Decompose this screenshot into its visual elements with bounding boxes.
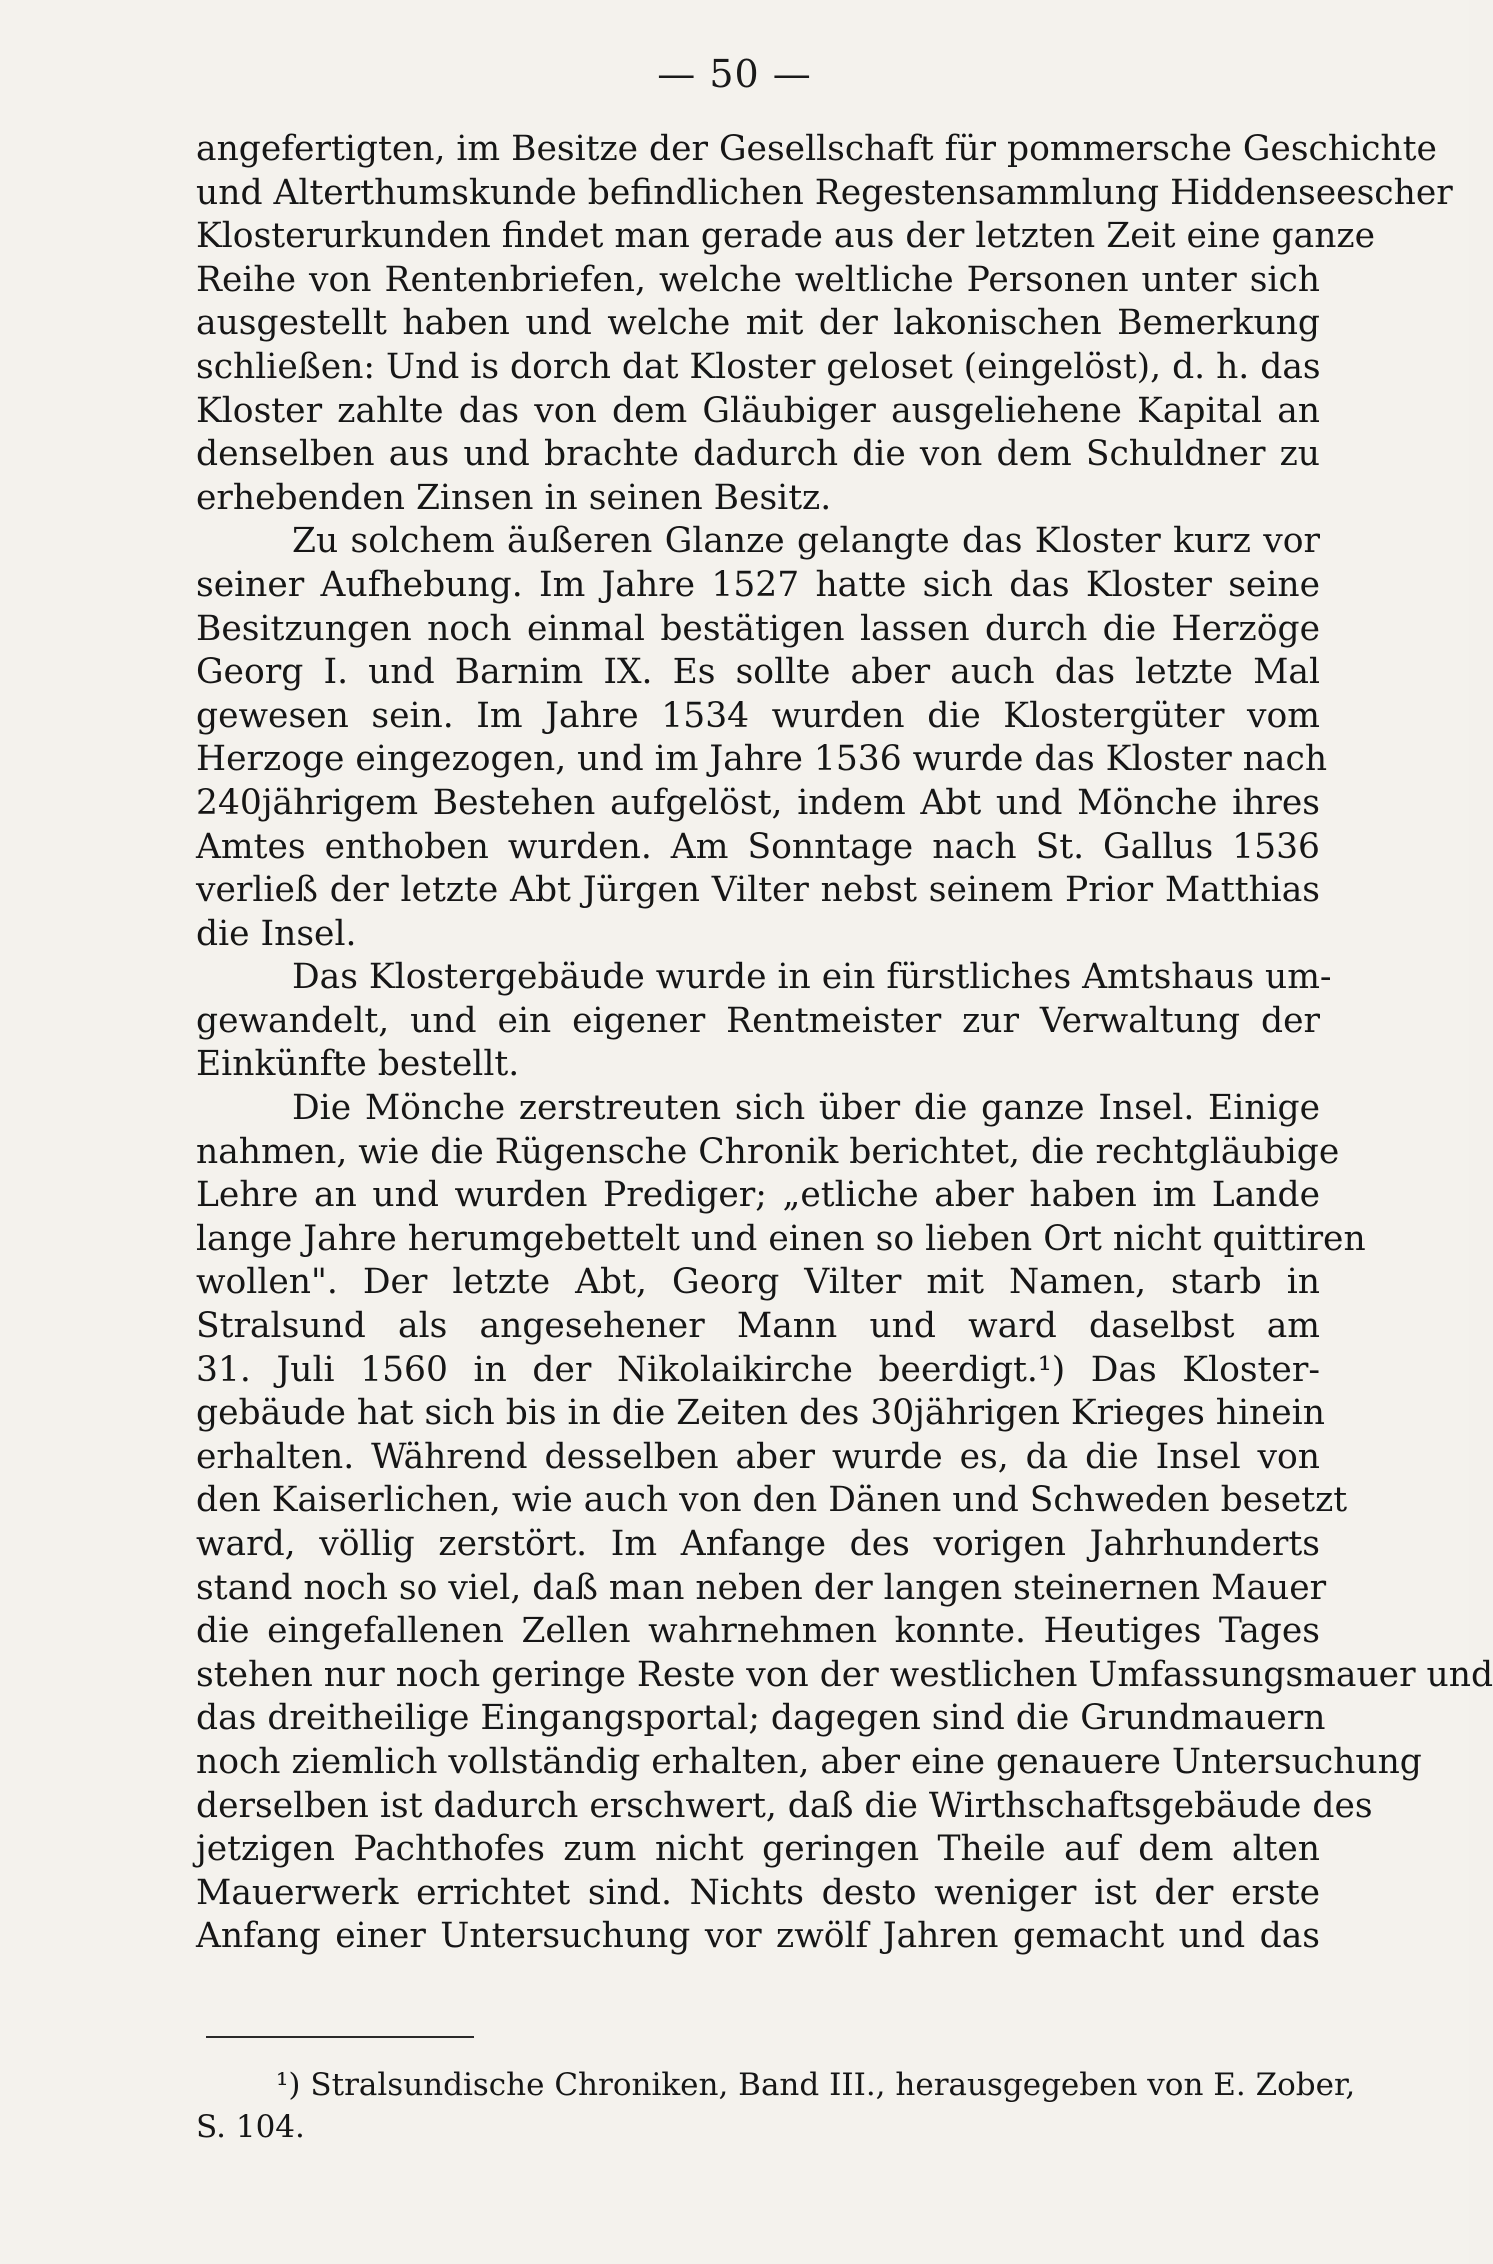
text-line: noch ziemlich vollständig erhalten, aber eine genauere Untersuchung [196, 1741, 1422, 1782]
text-line: gewesen sein. Im Jahre 1534 wurden die Klostergüter vom [196, 695, 1320, 736]
text-line: erhalten. Während desselben aber wurde es, da die Insel von [196, 1436, 1320, 1477]
text-line: Einkünfte bestellt. [196, 1044, 520, 1085]
footnote-line: S. 104. [196, 2109, 305, 2145]
text-line: den Kaiserlichen, wie auch von den Dänen und Schweden besetzt [196, 1480, 1348, 1521]
text-line: verließ der letzte Abt Jürgen Vilter nebst seinem Prior Matthias [196, 870, 1320, 911]
text-line: gebäude hat sich bis in die Zeiten des 30jährigen Krieges hinein [196, 1393, 1325, 1434]
page-number: — 50 — [657, 52, 812, 96]
footnote-divider [206, 2036, 474, 2038]
paragraph-start: Die Mönche zerstreuten sich über die ganze Insel. Einige [292, 1088, 1320, 1129]
footnote [196, 2064, 1356, 2148]
text-line: gewandelt, und ein eigener Rentmeister zur Verwaltung der [196, 1000, 1320, 1041]
text-line: das dreitheilige Eingangsportal; dagegen sind die Grundmauern [196, 1698, 1326, 1739]
text-line: 31. Juli 1560 in der Nikolaikirche beerdigt.¹) Das Kloster- [196, 1349, 1320, 1390]
text-line: Anfang einer Untersuchung vor zwölf Jahren gemacht und das [196, 1916, 1320, 1957]
text-line: Amtes enthoben wurden. Am Sonntage nach St. Gallus 1536 [196, 826, 1320, 867]
text-line: wollen". Der letzte Abt, Georg Vilter mit Namen, starb in [196, 1262, 1320, 1303]
text-line: die eingefallenen Zellen wahrnehmen konnte. Heutiges Tages [196, 1611, 1320, 1652]
text-line: denselben aus und brachte dadurch die von dem Schuldner zu [196, 434, 1320, 475]
text-line: nahmen, wie die Rügensche Chronik berichtet, die rechtgläubige [196, 1131, 1340, 1172]
text-line: jetzigen Pachthofes zum nicht geringen Theile auf dem alten [196, 1829, 1320, 1870]
text-line: erhebenden Zinsen in seinen Besitz. [196, 477, 832, 518]
text-line: stand noch so viel, daß man neben der langen steinernen Mauer [196, 1567, 1327, 1608]
text-line: die Insel. [196, 913, 357, 954]
text-line: 240jährigem Bestehen aufgelöst, indem Abt und Mönche ihres [196, 782, 1320, 823]
main-text [196, 128, 1493, 1959]
text-line: Stralsund als angesehener Mann und ward daselbst am [196, 1306, 1320, 1347]
text-line: Lehre an und wurden Prediger; „etliche aber haben im Lande [196, 1175, 1320, 1216]
paragraph-start: Das Klostergebäude wurde in ein fürstliches Amtshaus um- [292, 957, 1332, 998]
text-line: ward, völlig zerstört. Im Anfange des vorigen Jahrhunderts [196, 1524, 1320, 1564]
text-line: derselben ist dadurch erschwert, daß die Wirthschaftsgebäude des [196, 1785, 1373, 1826]
footnote-line: ¹) Stralsundische Chroniken, Band III., herausgegeben von E. Zober, [276, 2067, 1356, 2103]
text-line: Herzoge eingezogen, und im Jahre 1536 wurde das Kloster nach [196, 739, 1328, 780]
text-line: Mauerwerk errichtet sind. Nichts desto weniger ist der erste [196, 1872, 1320, 1913]
text-line: Georg I. und Barnim IX. Es sollte aber auch das letzte Mal [196, 652, 1320, 693]
text-line: ausgestellt haben und welche mit der lakonischen Bemerkung [196, 303, 1320, 344]
text-line: Kloster zahlte das von dem Gläubiger ausgeliehene Kapital an [196, 390, 1320, 431]
text-line: Klosterurkunden findet man gerade aus der letzten Zeit eine ganze [196, 216, 1376, 257]
text-line: Reihe von Rentenbriefen, welche weltliche Personen unter sich [196, 259, 1320, 300]
text-line: seiner Aufhebung. Im Jahre 1527 hatte sich das Kloster seine [196, 564, 1320, 605]
text-line: stehen nur noch geringe Reste von der westlichen Umfassungsmauer und [196, 1654, 1493, 1695]
text-line: lange Jahre herumgebettelt und einen so lieben Ort nicht quittiren [196, 1218, 1366, 1259]
text-line: angefertigten, im Besitze der Gesellschaft für pommersche Geschichte [196, 129, 1437, 169]
text-line: schließen: Und is dorch dat Kloster geloset (eingelöst), d. h. das [196, 346, 1321, 387]
text-line: Besitzungen noch einmal bestätigen lassen durch die Herzöge [196, 608, 1320, 649]
paragraph-start: Zu solchem äußeren Glanze gelangte das Kloster kurz vor [292, 521, 1320, 562]
text-line: und Alterthumskunde befindlichen Regestensammlung Hiddenseescher [196, 172, 1453, 213]
